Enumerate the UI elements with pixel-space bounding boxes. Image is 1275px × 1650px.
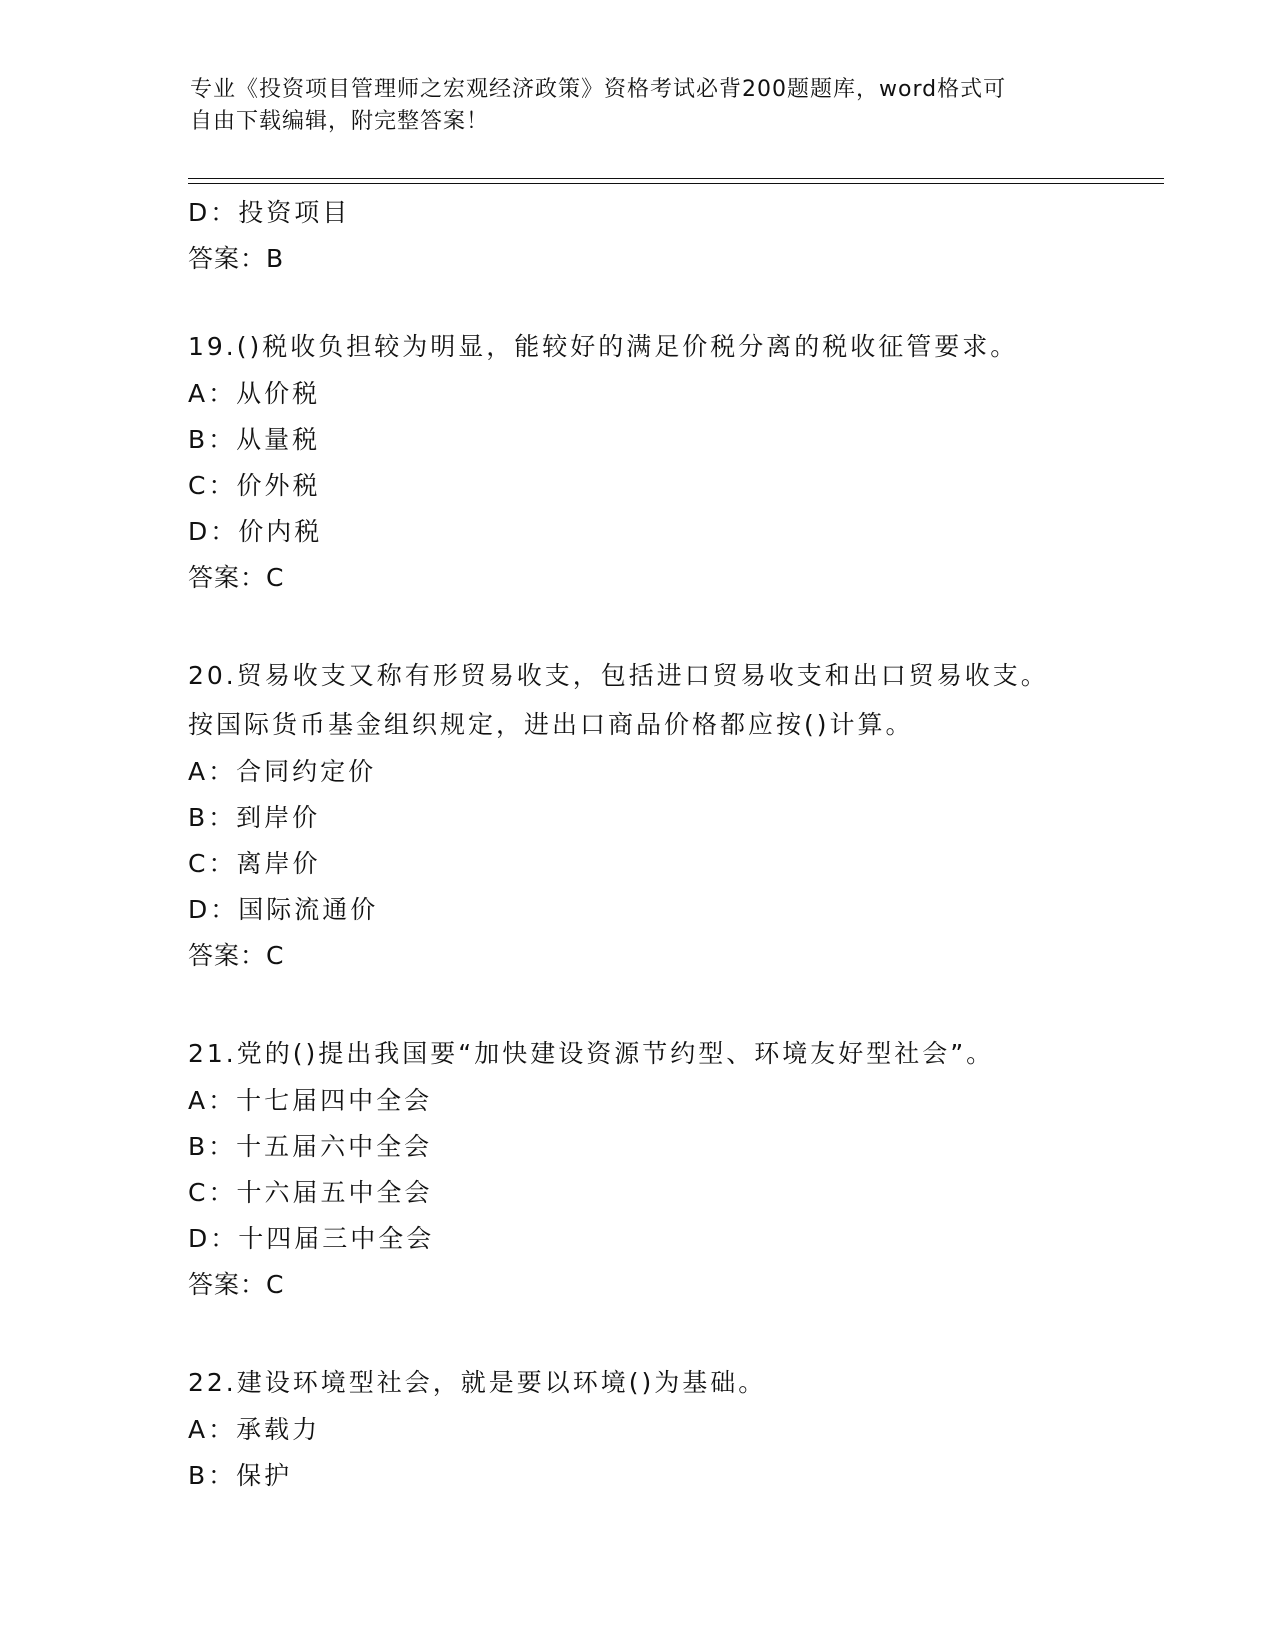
option-d: D：投资项目: [188, 198, 351, 227]
question-text-line-2: 按国际货币基金组织规定，进出口商品价格都应按()计算。: [188, 710, 914, 739]
question-21: [188, 1029, 1164, 1308]
option-d: D：国际流通价: [188, 895, 379, 924]
option-d: D：十四届三中全会: [188, 1224, 435, 1253]
question-fragment: [188, 190, 1164, 282]
option-c: C：价外税: [188, 471, 321, 500]
header-line-2: 自由下载编辑，附完整答案！: [190, 109, 490, 134]
document-header: [190, 74, 1090, 138]
option-b: B：保护: [188, 1461, 293, 1490]
question-text: 21.党的()提出我国要“加快建设资源节约型、环境友好型社会”。: [188, 1039, 995, 1068]
question-text: 19.()税收负担较为明显，能较好的满足价税分离的税收征管要求。: [188, 332, 1019, 361]
option-a: A：从价税: [188, 379, 321, 408]
option-a: A：承载力: [188, 1415, 321, 1444]
question-list: [188, 190, 1164, 1499]
answer-line: 答案：B: [188, 244, 285, 273]
question-text-line-1: 20.贸易收支又称有形贸易收支，包括进口贸易收支和出口贸易收支。: [188, 661, 1049, 690]
option-b: B：从量税: [188, 425, 321, 454]
question-19: [188, 322, 1164, 601]
header-divider-top: [188, 178, 1164, 179]
header-line-1: 专业《投资项目管理师之宏观经济政策》资格考试必背200题题库，word格式可: [190, 77, 1007, 102]
option-c: C：十六届五中全会: [188, 1178, 433, 1207]
answer-line: 答案：C: [188, 563, 285, 592]
option-b: B：十五届六中全会: [188, 1132, 433, 1161]
header-divider-bottom: [188, 183, 1164, 184]
option-b: B：到岸价: [188, 803, 321, 832]
question-text: 22.建设环境型社会，就是要以环境()为基础。: [188, 1368, 767, 1397]
option-c: C：离岸价: [188, 849, 321, 878]
option-a: A：十七届四中全会: [188, 1086, 433, 1115]
option-a: A：合同约定价: [188, 757, 377, 786]
option-d: D：价内税: [188, 517, 323, 546]
question-20: [188, 651, 1164, 979]
question-22: [188, 1358, 1164, 1499]
answer-line: 答案：C: [188, 941, 285, 970]
answer-line: 答案：C: [188, 1270, 285, 1299]
